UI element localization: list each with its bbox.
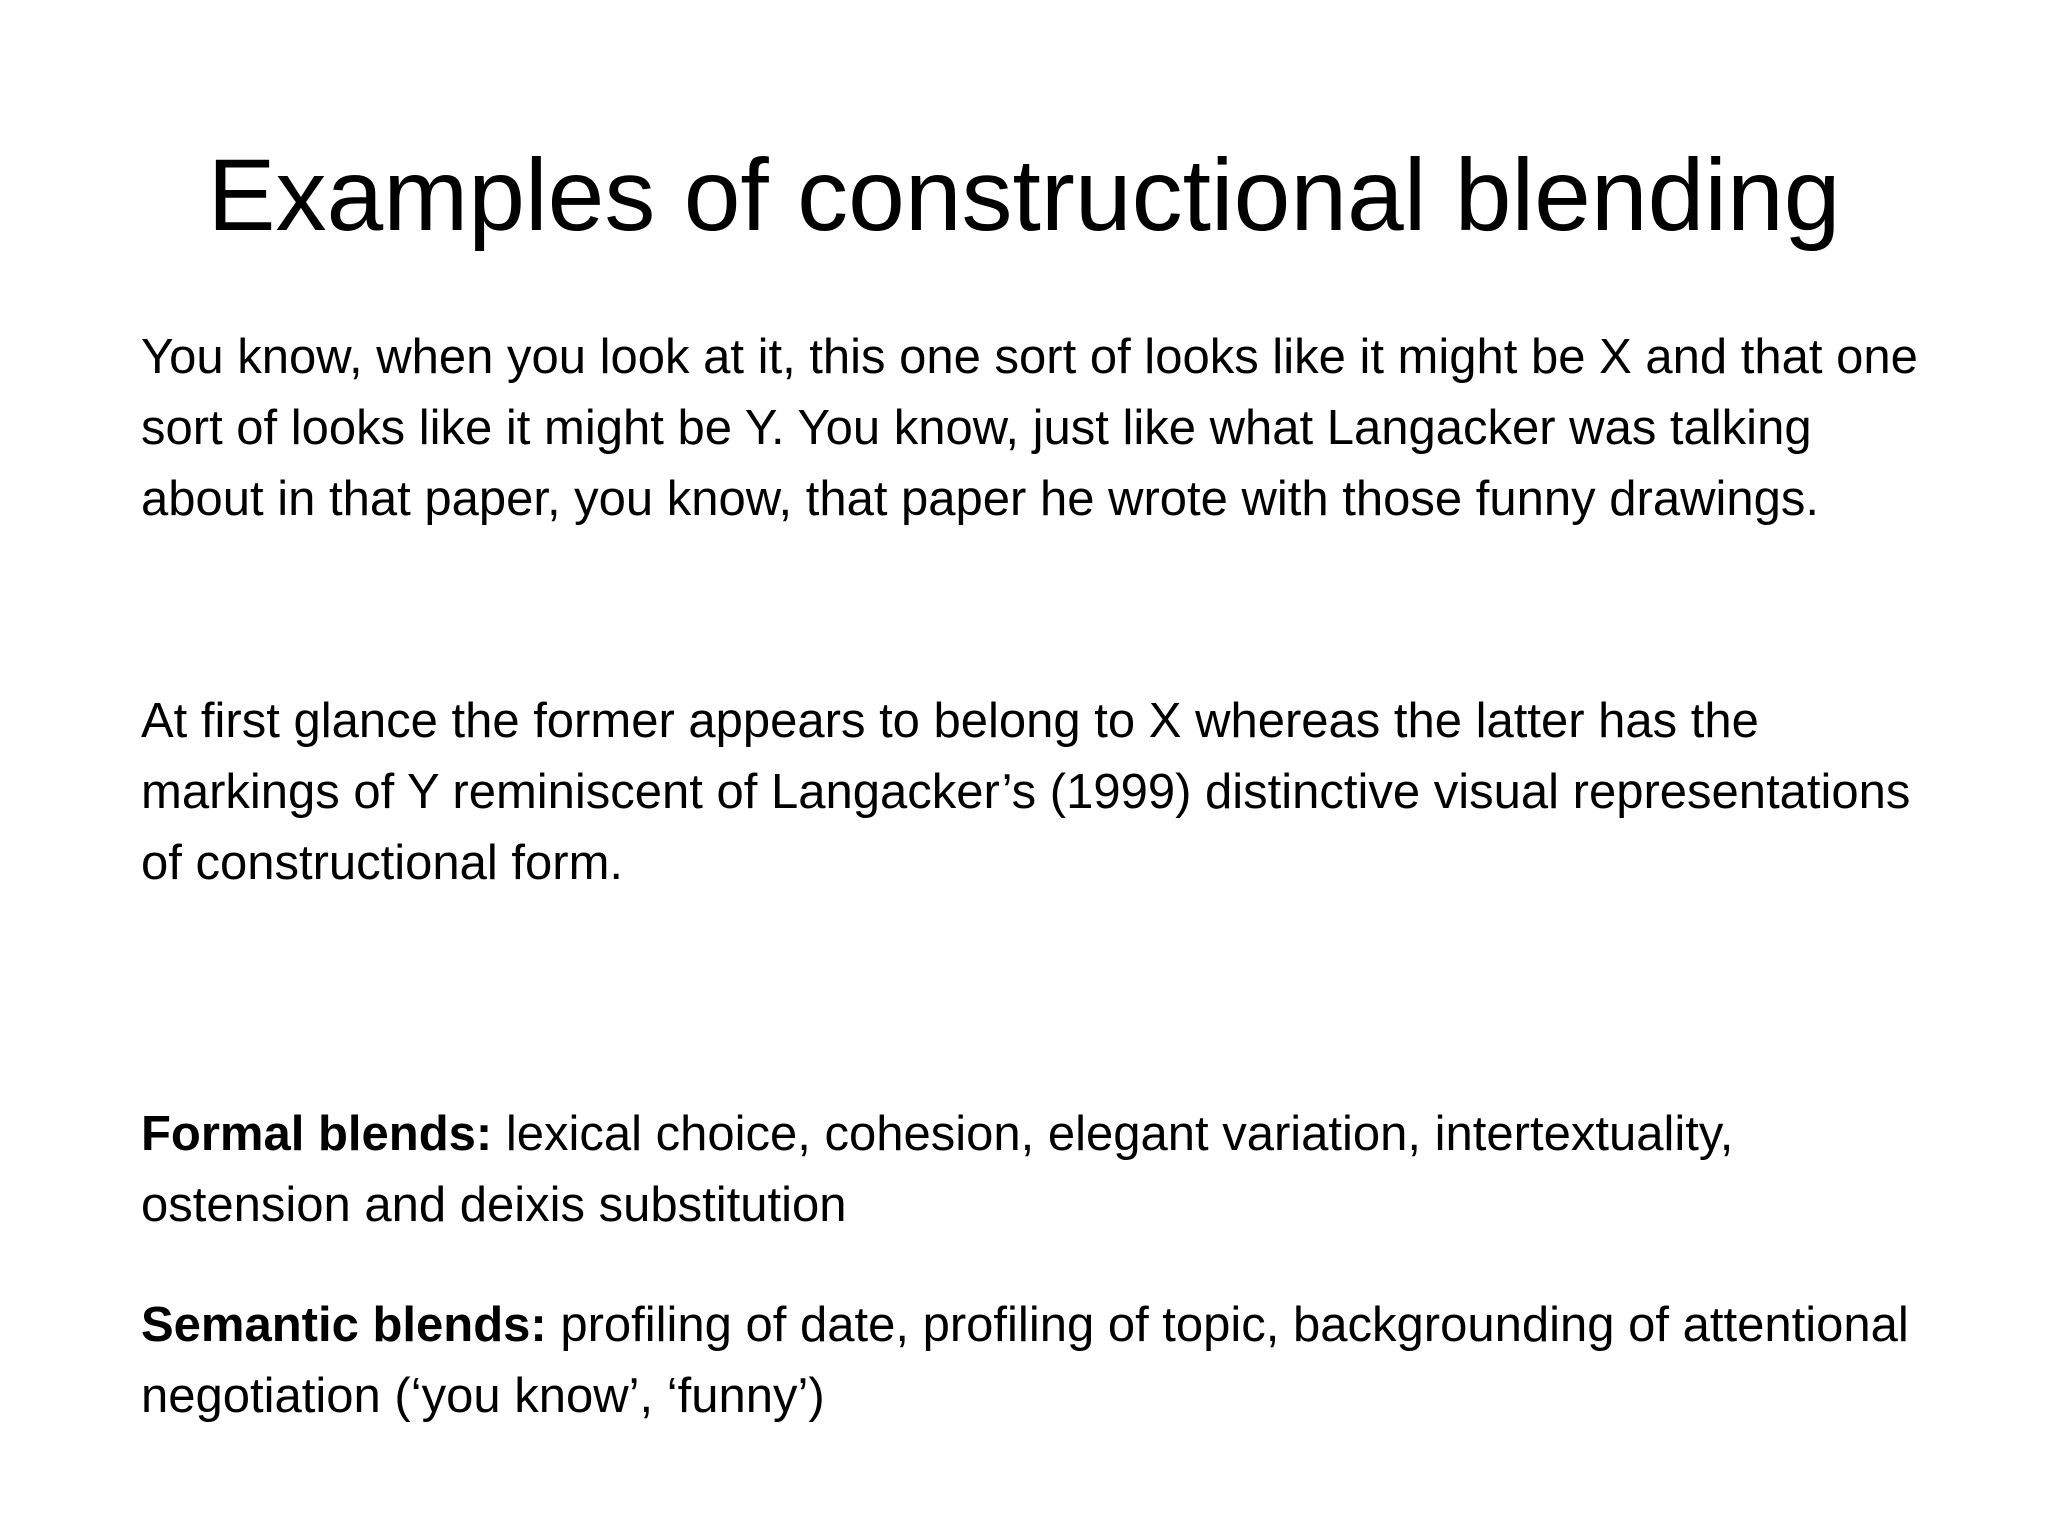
- formal-example-paragraph: At first glance the former appears to belong to X whereas the latter has the markings of Y reminiscent of Langacker’s (1999) distinctive visual representations of constructional form.: [141, 694, 1911, 890]
- formal-blends-label: Formal blends:: [141, 1107, 493, 1161]
- formal-blends-text: lexical choice, cohesion, elegant variation, intertextuality, ostension and deixis substitution: [141, 1107, 1734, 1232]
- formal-blends-item: [141, 1099, 1941, 1241]
- semantic-blends-label: Semantic blends:: [141, 1298, 547, 1352]
- semantic-blends-text: profiling of date, profiling of topic, backgrounding of attentional negotiation (‘you know’, ‘funny’): [141, 1298, 1909, 1423]
- slide-title: Examples of constructional blending: [207, 138, 1841, 252]
- informal-example-paragraph: You know, when you look at it, this one sort of looks like it might be X and that one sort of looks like it might be Y. You know, just like what Langacker was talking about in that paper, you know, that paper he wrote with those funny drawings.: [141, 330, 1918, 526]
- semantic-blends-item: [141, 1290, 1941, 1432]
